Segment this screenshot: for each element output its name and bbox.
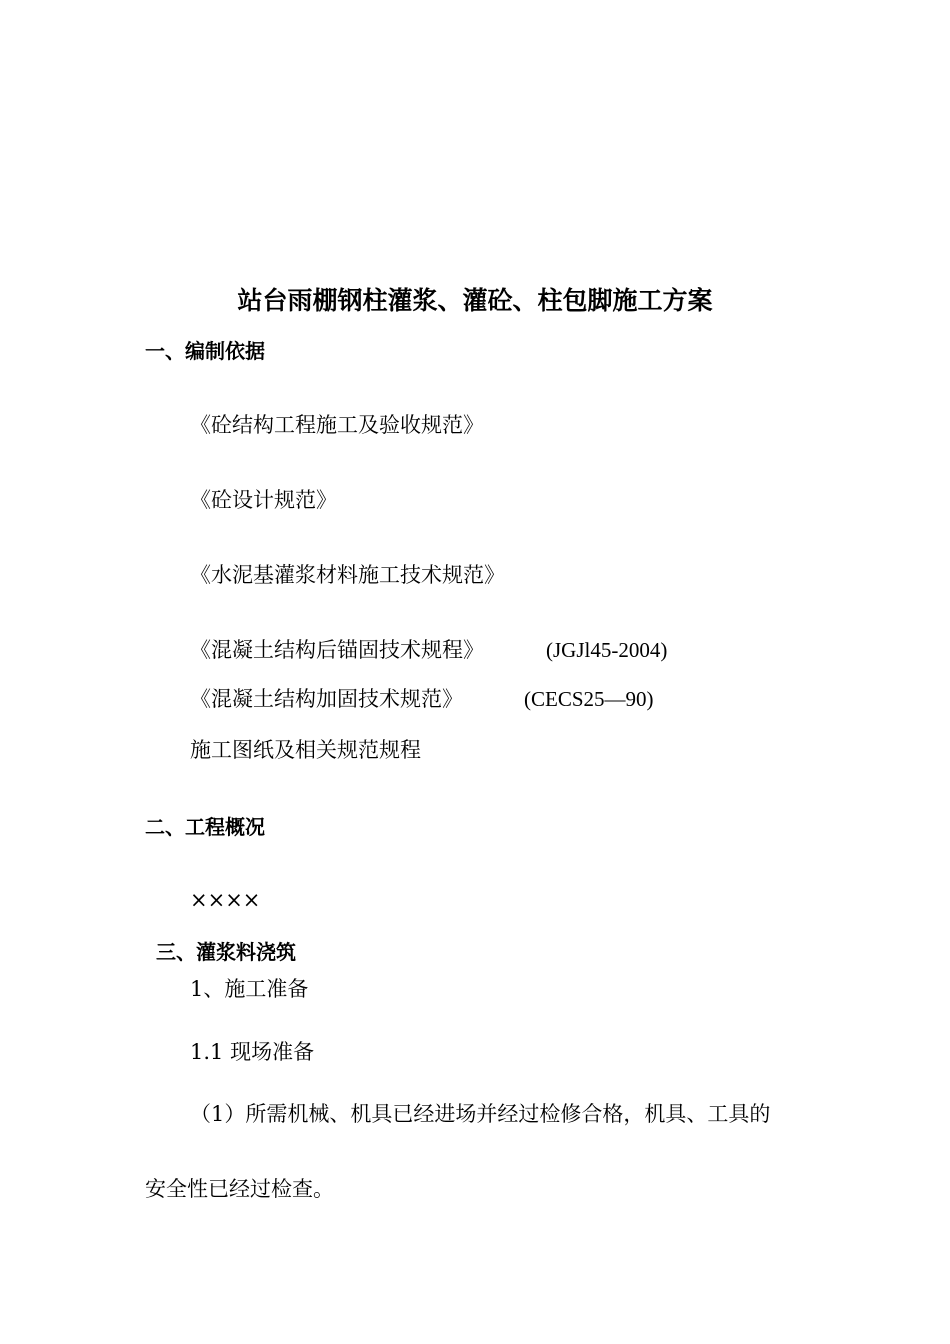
reference-item: 《混凝土结构后锚固技术规程》 <box>190 638 484 662</box>
section-heading-grouting: 三、灌浆料浇筑 <box>156 940 296 964</box>
reference-item: 《砼设计规范》 <box>190 488 337 512</box>
overview-content: ×××× <box>190 888 261 912</box>
reference-item: 《砼结构工程施工及验收规范》 <box>190 413 484 437</box>
subsection-heading: 1.1 现场准备 <box>190 1040 315 1064</box>
subsection-heading: 1、施工准备 <box>190 977 309 1001</box>
section-heading-overview: 二、工程概况 <box>145 815 265 839</box>
section-heading-basis: 一、编制依据 <box>145 339 265 363</box>
reference-item: 《水泥基灌浆材料施工技术规范》 <box>190 563 505 587</box>
reference-item: 《混凝土结构加固技术规范》 <box>190 687 463 711</box>
reference-code: (CECS25—90) <box>524 687 654 711</box>
document-title: 站台雨棚钢柱灌浆、灌砼、柱包脚施工方案 <box>237 286 713 315</box>
reference-code: (JGJl45-2004) <box>546 638 668 662</box>
reference-item: 施工图纸及相关规范规程 <box>190 738 421 762</box>
paragraph-line: 安全性已经过检查。 <box>145 1177 334 1201</box>
paragraph-line: （1）所需机械、机具已经进场并经过检修合格，机具、工具的 <box>190 1102 771 1126</box>
